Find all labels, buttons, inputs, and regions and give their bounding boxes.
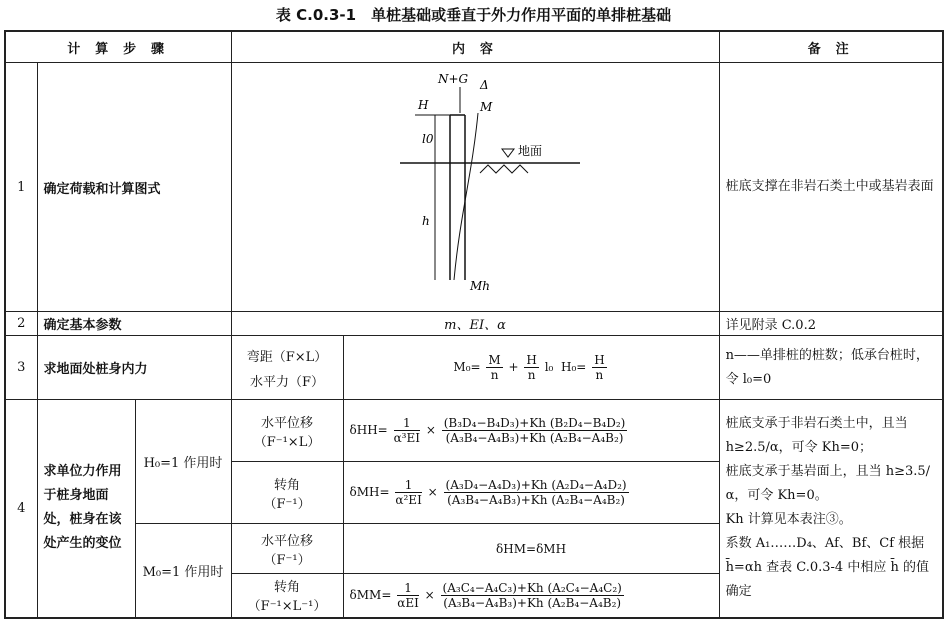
m-label: M: [480, 100, 493, 114]
remark-cell: 详见附录 C.0.2: [719, 312, 943, 336]
table-title: 表 C.0.3-1 单桩基础或垂直于外力作用平面的单排桩基础: [275, 6, 672, 24]
content-cell: m、EI、α: [231, 312, 719, 336]
step-label: 求地面处桩身内力: [37, 336, 231, 400]
ground-marker-icon: [502, 149, 514, 157]
row-number: 1: [5, 63, 37, 312]
step-label: 求单位力作用于桩身地面处，桩身在该处产生的变位: [37, 400, 135, 618]
remark-cell: 桩底支承于非岩石类土中，且当 h≥2.5/α，可令 Kh=0； 桩底支承于基岩面上，且当 h≥3.5/α，可令 Kh=0。 Kh 计算见本表注③。 系数 A₁……D₄、Af、Bf、Cf 根据 h̄=αh 查表 C.0.3-4 中相应 h̄ 的值确定: [719, 400, 943, 618]
row-number: 3: [5, 336, 37, 400]
dMM-formula: δMM= $\frac{1}{\text{αEI}}$ × $\frac{\text{(A₃C₄−A₄C₃)+Kh (A₂C₄−A₄C₂)}}{\text{(A₃B₄−A₄B₃)+Kh (A₂B₄−A₄B₂)}}$: [343, 574, 719, 618]
label-cell: [231, 336, 343, 400]
m0-lhs: M₀=: [453, 360, 481, 374]
m0-tail: l₀: [544, 360, 554, 374]
row-number: 2: [5, 312, 37, 336]
dHH-formula: δHH= $\frac{1}{\text{α³EI}}$ × $\frac{\text{(B₃D₄−B₄D₃)+Kh (B₂D₄−B₄D₂)}}{\text{(A₃B₄−A₄B₃)+Kh (A₂B₄−A₄B₂)}}$: [343, 400, 719, 462]
table-row-1: [5, 63, 943, 312]
disp-unit: （F⁻¹×L）: [253, 434, 321, 450]
table-row-4a: [5, 400, 943, 462]
disp-label-cell: 水平位移 （F⁻¹）: [231, 524, 343, 574]
plus: +: [508, 360, 519, 374]
header-content: 内 容: [231, 31, 719, 63]
moment-label: 弯距（F×L）: [246, 349, 328, 365]
ground-label: 地面: [518, 144, 543, 158]
rot-label-cell: 转角 （F⁻¹×L⁻¹）: [231, 574, 343, 618]
fraction: $\frac{H}{n}$: [526, 353, 537, 382]
dMH-formula: δMH= $\frac{1}{\text{α²EI}}$ × $\frac{\text{(A₃D₄−A₄D₃)+Kh (A₂D₄−A₄D₂)}}{\text{(A₃B₄−A₄B₃)+Kh (A₂B₄−A₄B₂)}}$: [343, 462, 719, 524]
header-steps: 计 算 步 骤: [5, 31, 231, 63]
step-label: 确定荷载和计算图式: [37, 63, 231, 312]
soil-hatch: [480, 165, 528, 173]
m0-label: M₀=1 作用时: [135, 524, 231, 618]
h-load-label: H: [418, 98, 429, 112]
header-row: [5, 31, 943, 63]
formula-cell: [343, 336, 719, 400]
l0-label: l0: [422, 132, 434, 146]
disp-label-cell: [231, 400, 343, 462]
fraction: $\frac{M}{n}$: [488, 353, 501, 382]
rot-label: 转角: [274, 477, 301, 493]
header-remarks: 备 注: [719, 31, 943, 63]
h-depth-label: h: [422, 214, 430, 228]
force-label: 水平力（F）: [250, 374, 325, 390]
rot-label-cell: [231, 462, 343, 524]
remark-cell: 桩底支撑在非岩石类土中或基岩表面: [719, 63, 943, 312]
rot-unit: （F⁻¹）: [263, 496, 311, 512]
calc-table: [4, 30, 944, 619]
row-number: 4: [5, 400, 37, 618]
step-label: 确定基本参数: [37, 312, 231, 336]
mh-label: Mh: [470, 279, 491, 293]
disp-label: 水平位移: [261, 415, 314, 431]
dHM-formula: δHM=δMH: [343, 524, 719, 574]
h0-lhs: H₀=: [561, 360, 587, 374]
fraction: $\frac{H}{n}$: [594, 353, 605, 382]
remark-cell: n——单排桩的桩数；低承台桩时，令 l₀=0: [719, 336, 943, 400]
h0-label: H₀=1 作用时: [135, 400, 231, 524]
deflection-curve: [454, 113, 478, 280]
table-row-3: [5, 336, 943, 400]
ng-label: N+G: [438, 72, 469, 86]
pile-diagram-cell: [231, 63, 719, 312]
table-row-2: [5, 312, 943, 336]
pile-diagram: [290, 65, 660, 305]
delta-label: Δ: [480, 78, 489, 92]
